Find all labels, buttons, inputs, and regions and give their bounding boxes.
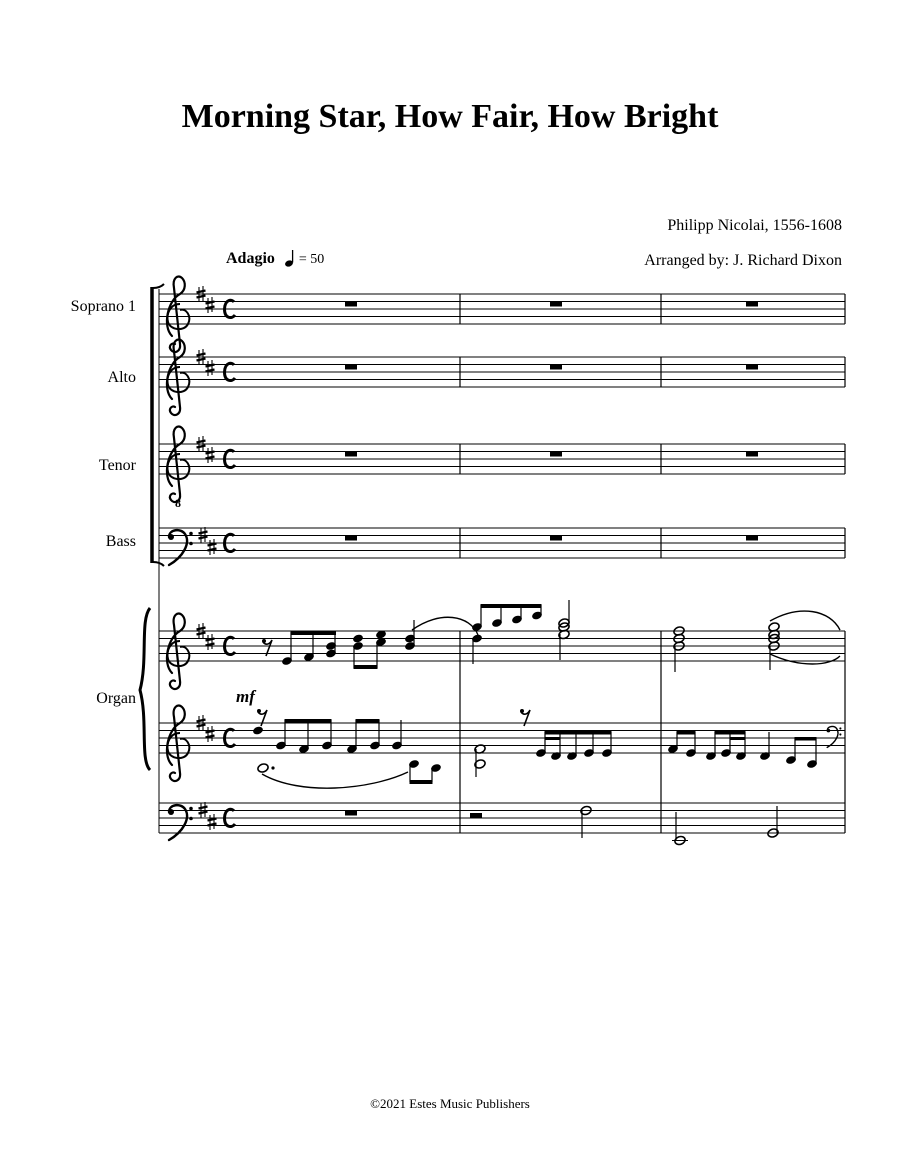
half-rest-icon xyxy=(470,813,482,818)
barlines xyxy=(460,294,845,833)
arranger-credit: Arranged by: J. Richard Dixon xyxy=(644,252,842,269)
organ-lh-measure-1 xyxy=(252,709,442,788)
part-label-alto: Alto xyxy=(107,369,136,386)
part-label-soprano: Soprano 1 xyxy=(70,298,136,315)
organ-rh-measure-3 xyxy=(673,611,840,672)
dynamic-mark: mf xyxy=(236,687,255,706)
part-label-tenor: Tenor xyxy=(98,457,136,474)
score-title: Morning Star, How Fair, How Bright xyxy=(181,98,719,135)
tempo-word: Adagio xyxy=(226,250,275,267)
treble-clef-icon xyxy=(167,613,189,689)
organ-lh-measure-2 xyxy=(474,709,613,777)
octave-mark: 8 xyxy=(175,496,181,510)
organ-rh-measure-2 xyxy=(471,600,570,664)
common-time-icon xyxy=(225,300,236,826)
tempo-value: = 50 xyxy=(298,252,325,267)
part-label-bass: Bass xyxy=(105,533,136,550)
part-label-organ: Organ xyxy=(96,690,136,707)
organ-lh-measure-3 xyxy=(667,726,841,769)
treble-clef-icon xyxy=(167,276,189,352)
treble-clef-icon xyxy=(167,705,189,781)
treble-clef-icon xyxy=(167,426,189,502)
composer-credit: Philipp Nicolai, 1556-1608 xyxy=(667,217,842,234)
copyright-footer: ©2021 Estes Music Publishers xyxy=(370,1096,530,1111)
staff-lines xyxy=(159,294,845,833)
